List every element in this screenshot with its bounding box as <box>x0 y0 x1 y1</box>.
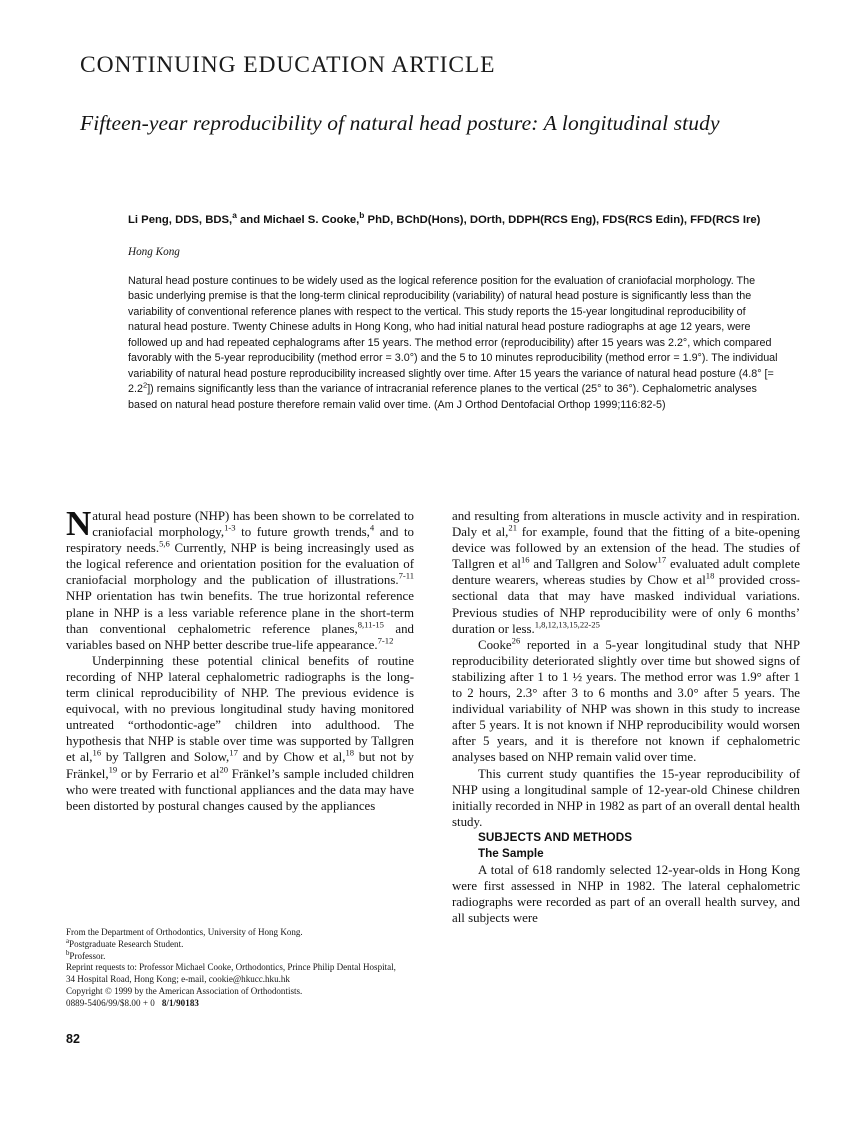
paragraph-continuation <box>452 508 800 637</box>
text-run: provided cross-sectional data that may have masked individual variations. Previous studies of NHP reproducibility were of only 6 months’ duration or less. <box>452 573 800 636</box>
citation-ref: 17 <box>229 748 238 759</box>
author-byline <box>128 212 783 229</box>
text-run: evaluated adult complete denture wearers, whereas studies by Chow et al <box>452 557 800 588</box>
citation-ref: 19 <box>108 764 118 775</box>
author-credentials: PhD, BChD(Hons), DOrth, DDPH(RCS Eng), FDS(RCS Edin), FFD(RCS Ire) <box>364 214 761 226</box>
subsection-heading-the-sample: The Sample <box>478 846 544 860</box>
citation-ref: 8,11-15 <box>357 619 384 630</box>
paragraph-cooke-study <box>452 637 800 766</box>
footnote-b <box>66 951 396 963</box>
text-run: but not by Fränkel, <box>66 750 414 781</box>
body-column-right <box>452 508 800 926</box>
citation-ref: 18 <box>705 571 715 582</box>
page-title: Fifteen-year reproducibility of natural head posture: A longitudinal study <box>80 111 720 135</box>
citation-ref: 26 <box>511 635 521 646</box>
author-footnote-marker-b: b <box>359 210 365 221</box>
abstract-superscript-square: 2 <box>142 380 148 390</box>
paragraph-underpinning <box>66 653 414 814</box>
footnote-marker-a: a <box>66 937 70 945</box>
paragraph-current-study: This current study quantifies the 15-year reproducibility of NHP using a longitudinal sample of 12-year-old Chinese children initially recorded in NHP in 1982 as part of an overall dental health study. <box>452 766 800 829</box>
text-run: and resulting from alterations in muscle activity and in respiration. Daly et al, <box>452 509 800 540</box>
author-primary: Li Peng, DDS, BDS, <box>128 214 233 226</box>
text-run: NHP orientation has twin benefits. The true horizontal reference plane in NHP is a less variable reference plane in the short-term than conventional cephalometric reference planes, <box>66 589 414 636</box>
text-run: atural head posture (NHP) has been shown to be correlated to craniofacial morphology, <box>92 509 414 540</box>
footnote-marker-b: b <box>66 949 70 957</box>
text-run: Fränkel’s sample included children who were treated with functional appliances and the data may have been distorted by postural changes caused by the appliances <box>66 766 415 813</box>
body-column-left <box>66 504 415 814</box>
footnote-article-code <box>66 998 396 1010</box>
text-run: and Tallgren and Solow <box>529 557 658 572</box>
article-id: 8/1/90183 <box>161 997 199 1008</box>
text-run: and variables based on NHP better describe true-life appearance. <box>66 621 414 652</box>
author-affiliation: Hong Kong <box>128 246 180 258</box>
page-number: 82 <box>66 1032 80 1046</box>
paragraph-sample-description: A total of 618 randomly selected 12-year-olds in Hong Kong were first assessed in NHP in 1982. The lateral cephalometric radiographs were recorded as part of an overall health survey, and all subjects were <box>452 862 800 926</box>
citation-ref: 17 <box>657 554 667 565</box>
text-run: or by Ferrario et al <box>117 766 220 781</box>
citation-ref: 18 <box>345 748 355 759</box>
drop-cap: N <box>66 504 92 543</box>
footnote-affiliation: From the Department of Orthodontics, University of Hong Kong. <box>66 927 303 937</box>
paragraph-intro <box>66 504 414 653</box>
text-run: and to respiratory needs. <box>66 525 414 556</box>
abstract-part-1: Natural head posture continues to be widely used as the logical reference position for the evaluation of craniofacial morphology. The basic underlying premise is that the long-term clinical reproducibility (variability) of natural head posture is significantly less than the variability of conventional reference planes with respect to the vertical. This study reports the 15-year longitudinal reproducibility of natural head posture. Twenty Chinese adults in Hong Kong, who had initial natural head posture radiographs at age 12 years, were followed up and had repeated cephalograms after 15 years. The method error (reproducibility) after 15 years was 2.2°, which compared favorably with the 5-year reproducibility (method error = 3.0°) and the 5 to 10 minutes reproducibility (method error = 1.9°). The individual variability of natural head posture reproducibility increased slightly over time. After 15 years the variance of natural head posture (4.8° [= 2.2 <box>128 275 778 396</box>
abstract-text <box>128 274 778 413</box>
text-run: Cooke <box>478 637 512 652</box>
text-run: Underpinning these potential clinical benefits of routine recording of NHP lateral cephalometric radiographs is the long-term clinical reproducibility of NHP. The previous evidence is equivocal, with no previous longitudinal study having monitored untreated “orthodontic-age” children into adulthood. The hypothesis that NHP is stable over time was supported by Tallgren et al, <box>66 653 414 765</box>
citation-ref: 16 <box>521 554 530 565</box>
text-run: by Tallgren and Solow, <box>101 750 230 765</box>
citation-ref: 1,8,12,13,15,22-25 <box>534 619 600 630</box>
footnote-a <box>66 939 396 951</box>
citation-ref: 1-3 <box>224 522 236 533</box>
author-footnote-marker-a: a <box>232 210 237 221</box>
citation-ref: 16 <box>92 748 102 759</box>
citation-ref: 7-11 <box>398 571 414 582</box>
abstract-part-2: ]) remains significantly less than the variance of intracranial reference planes to the vertical (25° to 36°). Cephalometric analyses based on natural head posture therefore remain valid over time. (Am J Orthod Dentofacial Orthop 1999;116:82-5) <box>128 383 757 411</box>
citation-ref: 5,6 <box>159 538 170 549</box>
footnote-a-text: Postgraduate Research Student. <box>69 938 184 949</box>
footnote-reprint-requests: Reprint requests to: Professor Michael Cooke, Orthodontics, Prince Philip Dental Hospital, 34 Hospital Road, Hong Kong; e-mail, cookie@hkucc.hku.hk <box>66 962 396 985</box>
citation-ref: 20 <box>219 764 229 775</box>
footnote-block <box>66 927 396 1010</box>
citation-ref: 7-12 <box>377 635 394 646</box>
text-run: reported in a 5-year longitudinal study that NHP reproducibility deteriorated slightly over time but showed signs of stabilizing after 1 to 1 ½ years. The method error was 1.9° after 1 to 2 hours, 2.3° after 3 to 6 months and 3.0° after 5 years. The individual variability of NHP was shown in this study to increase after 5 years. It is not known if NHP reproducibility would worsen after 5 years, and it is therefore not known if cephalometric analyses based on NHP remain valid over time. <box>452 637 800 765</box>
text-run: for example, found that the fitting of a bite-opening device was followed by an extension of the head. The studies of Tallgren et al <box>452 525 800 572</box>
text-run: to future growth trends, <box>235 525 370 540</box>
section-kicker: CONTINUING EDUCATION ARTICLE <box>80 52 496 78</box>
section-heading-subjects-and-methods: SUBJECTS AND METHODS <box>478 830 633 844</box>
footnote-b-text: Professor. <box>69 950 106 961</box>
text-run: Currently, NHP is being increasingly used as the logical reference and orientation position for the evaluation of craniofacial morphology and the publication of illustrations. <box>66 541 414 588</box>
citation-ref: 4 <box>369 522 375 533</box>
text-run: and by Chow et al, <box>237 750 346 765</box>
citation-ref: 21 <box>508 522 517 533</box>
issn-code: 0889-5406/99/$8.00 + 0 <box>66 997 155 1008</box>
author-conjunction: and Michael S. Cooke, <box>236 214 360 226</box>
footnote-copyright: Copyright © 1999 by the American Association of Orthodontists. <box>66 985 303 996</box>
